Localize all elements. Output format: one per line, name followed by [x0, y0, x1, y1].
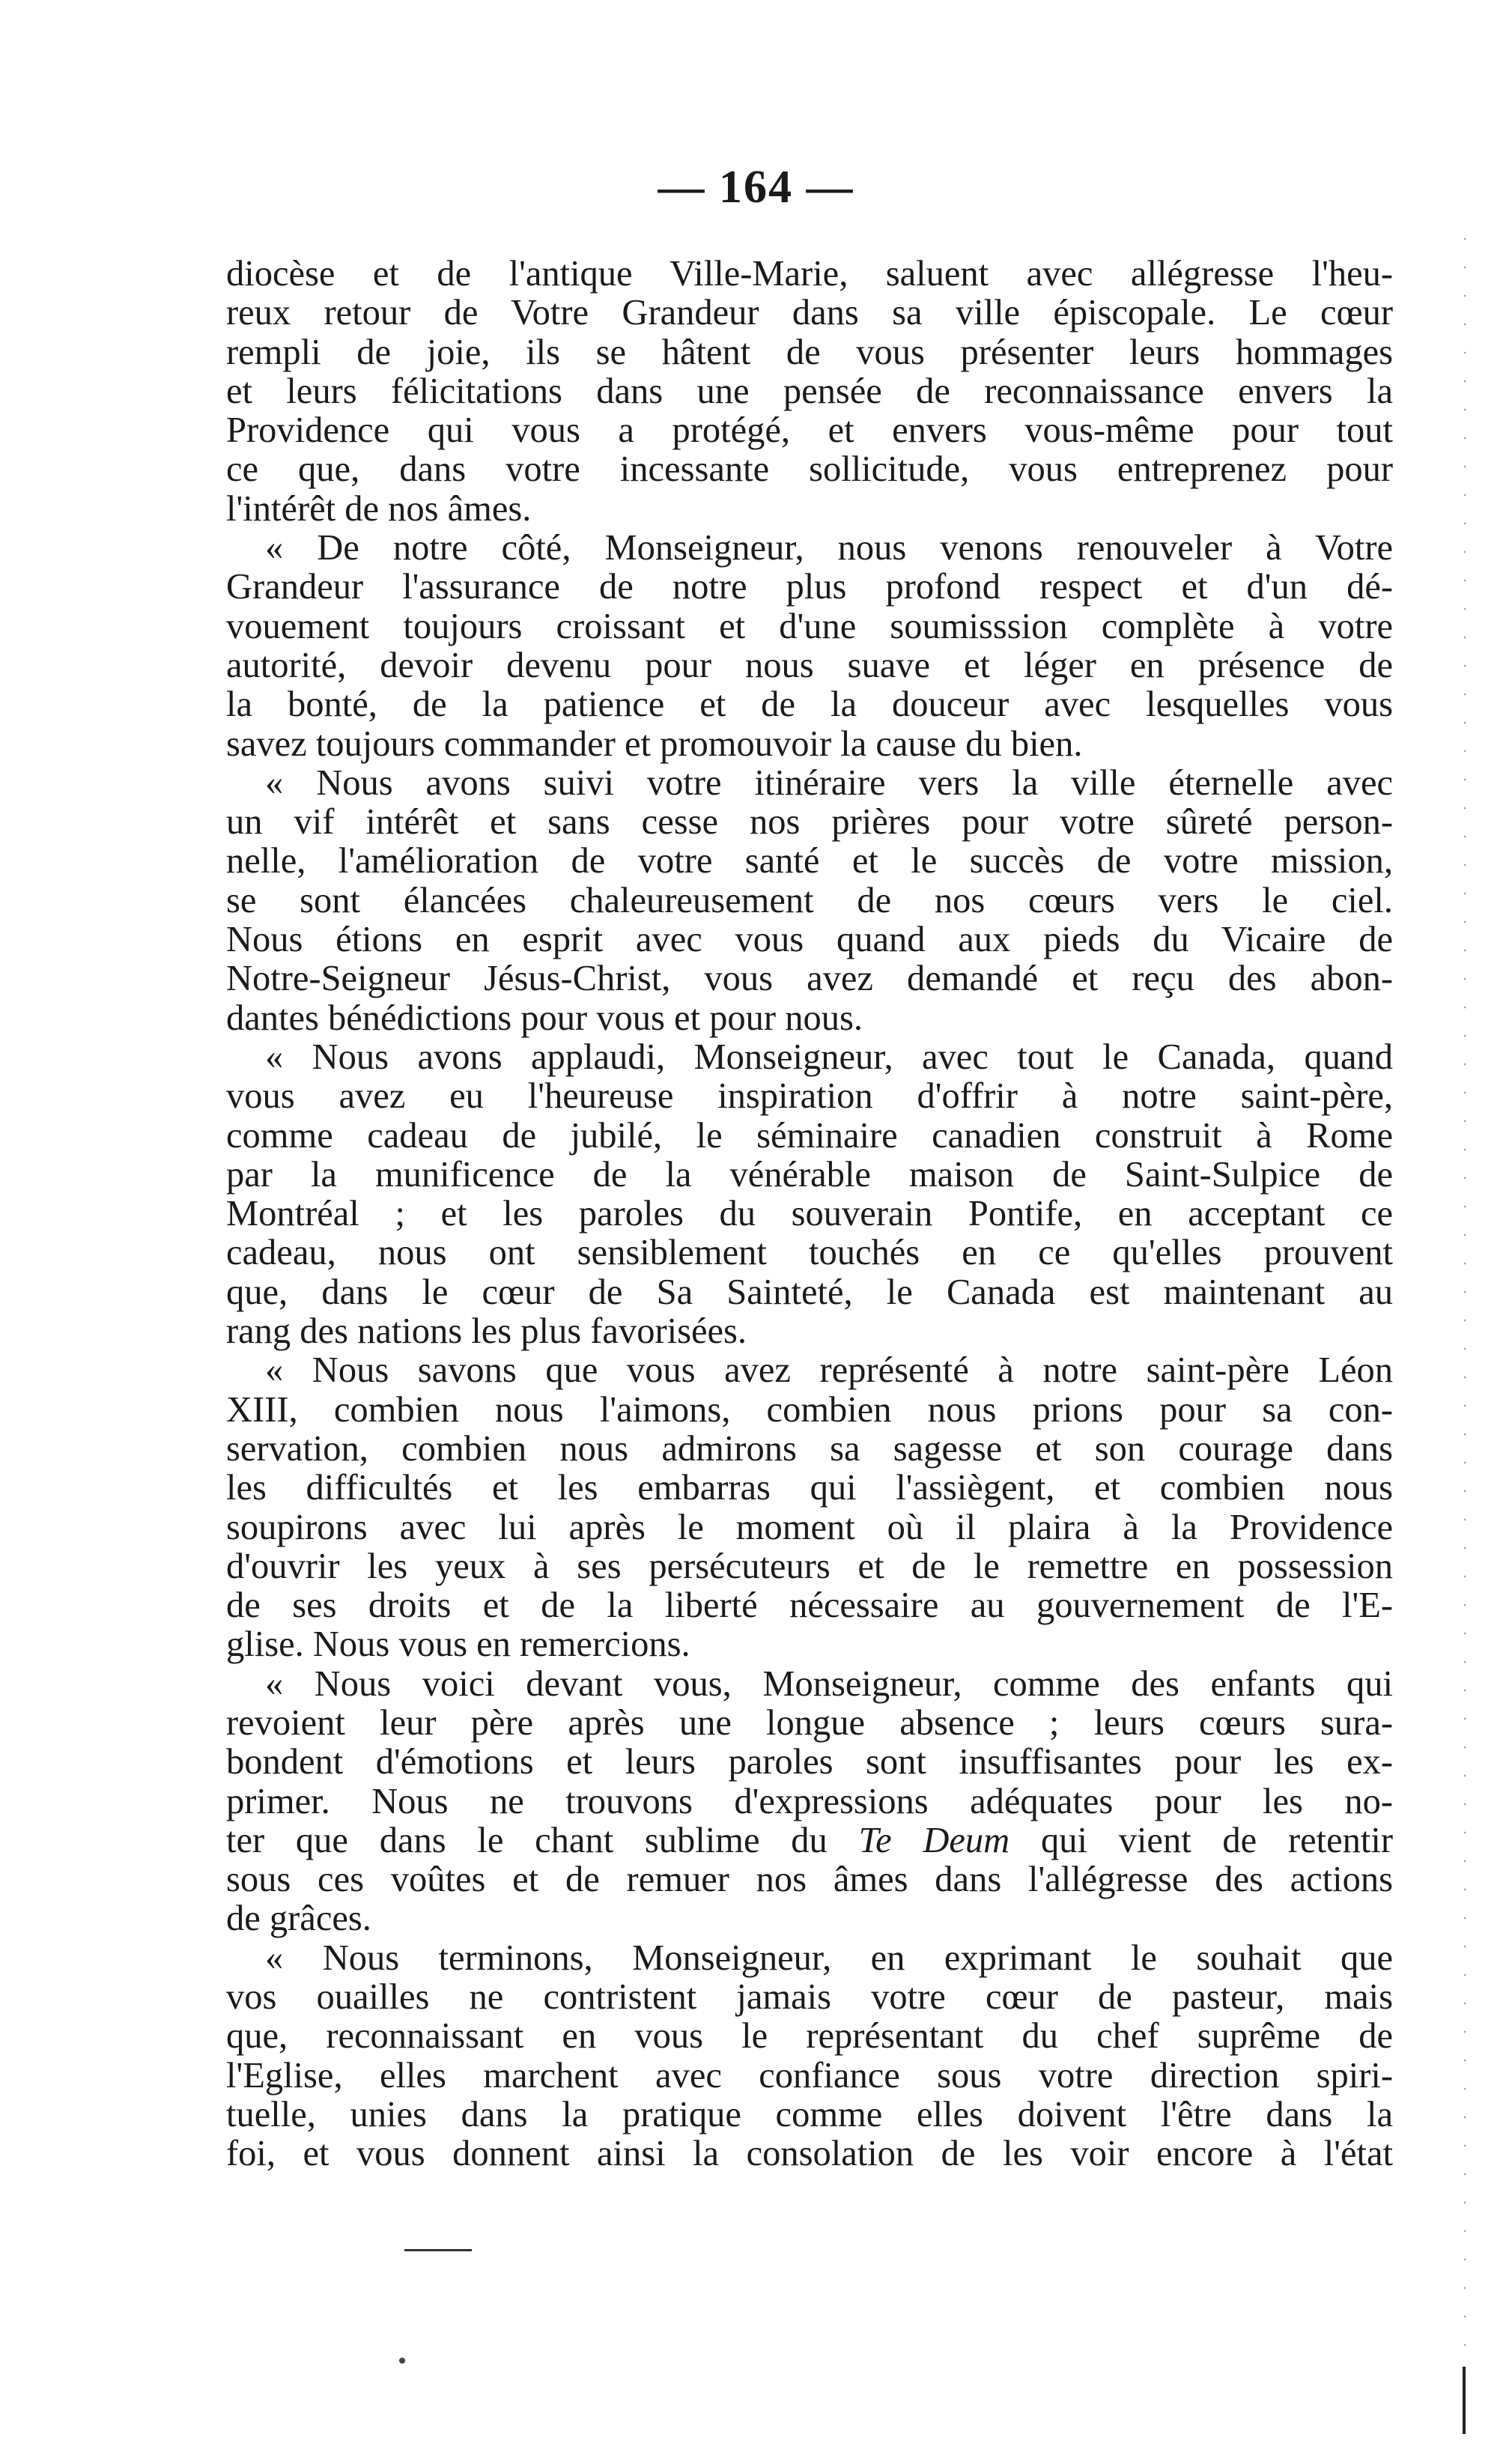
text-line: et leurs félicitations dans une pensée de reconnaissance envers la [226, 371, 1394, 411]
text-line: vouement toujours croissant et d'une soumisssion complète à votre [226, 606, 1393, 646]
text-line: d'ouvrir les yeux à ses persécuteurs et de le remettre en possession [226, 1546, 1393, 1586]
text-line: glise. Nous vous en remercions. [226, 1624, 690, 1665]
footer-dot [399, 2358, 405, 2364]
text-line: servation, combien nous admirons sa sagesse et son courage dans [226, 1428, 1394, 1469]
text-line: rang des nations les plus favorisées. [226, 1311, 747, 1352]
text-line: que, dans le cœur de Sa Sainteté, le Canada est maintenant au [226, 1272, 1394, 1312]
text-line: « Nous voici devant vous, Monseigneur, comme des enfants qui [265, 1663, 1394, 1704]
text-line: bondent d'émotions et leurs paroles sont insuffisantes pour les ex- [226, 1742, 1393, 1782]
text-line: soupirons avec lui après le moment où il plaira à la Providence [226, 1507, 1394, 1547]
text-line: XIII, combien nous l'aimons, combien nous prions pour sa con- [226, 1389, 1393, 1430]
text-line: tuelle, unies dans la pratique comme elles doivent l'être dans la [226, 2094, 1393, 2134]
text-line: reux retour de Votre Grandeur dans sa ville épiscopale. Le cœur [226, 293, 1393, 333]
text-line: la bonté, de la patience et de la douceur avec lesquelles vous [226, 685, 1393, 725]
text-line: nelle, l'amélioration de votre santé et le succès de votre mission, [226, 841, 1393, 881]
text-line: ce que, dans votre incessante sollicitude, vous entreprenez pour [226, 449, 1393, 490]
italic-phrase: Te Deum [858, 1820, 1010, 1860]
text-line: diocèse et de l'antique Ville-Marie, saluent avec allégresse l'heu- [226, 254, 1393, 294]
text-line: ter que dans le chant sublime du Te Deum qui vient de retentir [226, 1820, 1394, 1860]
page-number: — 164 — [658, 162, 854, 213]
text-line: « Nous avons suivi votre itinéraire vers la ville éternelle avec [265, 762, 1394, 803]
text-line: savez toujours commander et promouvoir la cause du bien. [226, 723, 1083, 764]
text-line: vous avez eu l'heureuse inspiration d'offrir à notre saint-père, [226, 1076, 1393, 1117]
text-line: Notre-Seigneur Jésus-Christ, vous avez demandé et reçu des abon- [226, 959, 1393, 999]
text-line: de grâces. [226, 1899, 371, 1939]
text-line: comme cadeau de jubilé, le séminaire canadien construit à Rome [226, 1115, 1393, 1156]
text-line: vos ouailles ne contristent jamais votre cœur de pasteur, mais [226, 1977, 1393, 2018]
text-line: « Nous savons que vous avez représenté à notre saint-père Léon [265, 1350, 1393, 1391]
text-line: foi, et vous donnent ainsi la consolation de les voir encore à l'état [226, 2134, 1394, 2174]
text-line: Providence qui vous a protégé, et envers vous-même pour tout [226, 410, 1393, 451]
text-line: un vif intérêt et sans cesse nos prières pour votre sûreté person- [226, 802, 1393, 843]
text-line: rempli de joie, ils se hâtent de vous présenter leurs hommages [226, 332, 1393, 372]
text-line: dantes bénédictions pour vous et pour nous. [226, 998, 863, 1038]
body-text [226, 255, 1393, 2174]
text-line: par la munificence de la vénérable maison de Saint-Sulpice de [226, 1154, 1393, 1195]
text-line: revoient leur père après une longue absence ; leurs cœurs sura- [226, 1702, 1393, 1743]
text-line: sous ces voûtes et de remuer nos âmes dans l'allégresse des actions [226, 1860, 1394, 1900]
text-line: primer. Nous ne trouvons d'expressions adéquates pour les no- [226, 1781, 1393, 1821]
page-edge-dots [1463, 225, 1467, 2397]
text-line: Grandeur l'assurance de notre plus profond respect et d'un dé- [226, 567, 1394, 607]
text-line: cadeau, nous ont sensiblement touchés en ce qu'elles prouvent [226, 1233, 1393, 1273]
text-line: autorité, devoir devenu pour nous suave et léger en présence de [226, 645, 1394, 685]
text-line: que, reconnaissant en vous le représentant du chef suprême de [226, 2016, 1394, 2057]
text-line: l'intérêt de nos âmes. [226, 488, 532, 529]
text-line: se sont élancées chaleureusement de nos cœurs vers le ciel. [226, 880, 1393, 920]
text-line: « Nous terminons, Monseigneur, en exprimant le souhait que [265, 1937, 1393, 1978]
text-line: l'Eglise, elles marchent avec confiance sous votre direction spiri- [226, 2055, 1393, 2096]
text-line: Montréal ; et les paroles du souverain Pontife, en acceptant ce [226, 1194, 1394, 1234]
text-line: Nous étions en esprit avec vous quand aux pieds du Vicaire de [226, 920, 1393, 960]
page-edge-mark [1463, 2367, 1466, 2434]
footer-rule [404, 2249, 472, 2251]
text-line: les difficultés et les embarras qui l'assiègent, et combien nous [226, 1468, 1394, 1508]
text-line: « Nous avons applaudi, Monseigneur, avec tout le Canada, quand [265, 1037, 1393, 1077]
text-line: « De notre côté, Monseigneur, nous venons renouveler à Votre [265, 528, 1393, 568]
text-line: de ses droits et de la liberté nécessaire au gouvernement de l'E- [226, 1585, 1393, 1626]
